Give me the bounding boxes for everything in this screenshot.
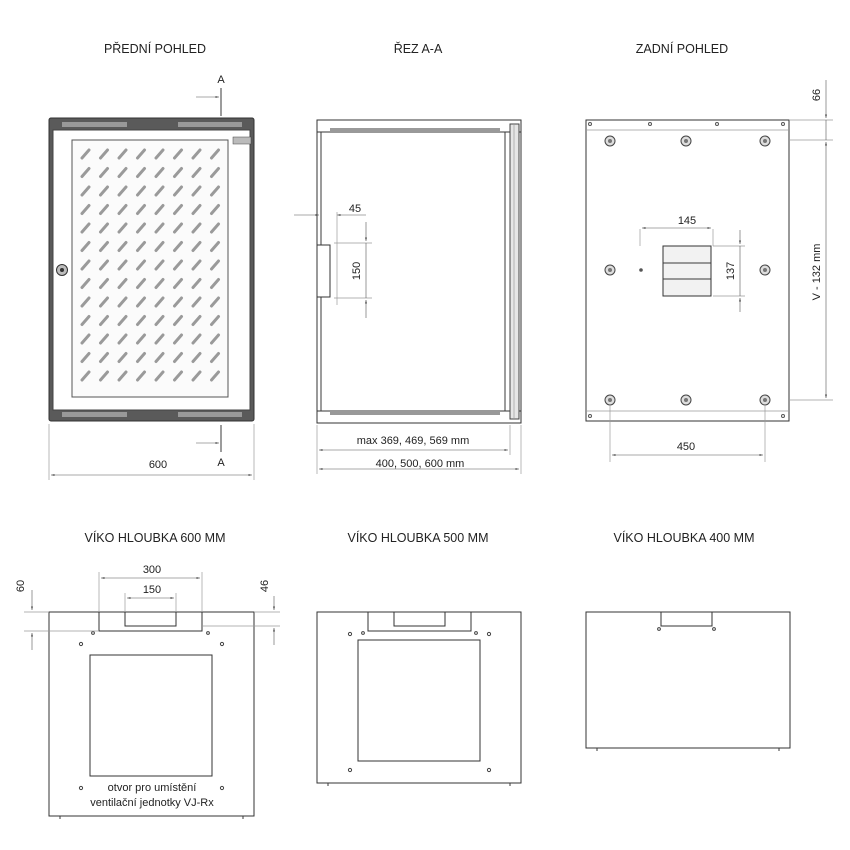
small-hole [782,123,785,126]
small-hole [589,415,592,418]
lid-600-vent-opening [90,655,212,776]
lid-600-title: VÍKO HLOUBKA 600 MM [84,531,226,545]
section-opening-bracket [317,245,330,297]
mounting-hole-center [608,139,612,143]
lid-600-outer-width: 300 [142,564,162,576]
brand-label [233,137,251,144]
lid-600-left-offset: 60 [15,579,27,593]
small-hole [782,415,785,418]
section-mark-bottom: A [217,457,225,469]
front-width-dimension: 600 [148,459,168,471]
rear-hole-spacing: 450 [676,441,696,453]
section-inner-depth: max 369, 469, 569 mm [356,435,470,447]
section-outer-depth: 400, 500, 600 mm [375,458,465,470]
front-view-title: PŘEDNÍ POHLED [103,42,207,56]
rear-top-offset: 66 [811,88,823,102]
front-glass [72,140,228,397]
lid-500-vent-opening [358,640,480,761]
section-outline [317,120,521,423]
lid-600-right-offset: 46 [259,579,271,593]
lid-500-view [317,612,521,786]
lid-600-view [15,564,280,819]
section-offset-dimension: 45 [348,203,362,215]
rear-view [586,80,833,462]
small-hole [716,123,719,126]
lid-600-note-line2: ventilační jednotky VJ-Rx [90,797,214,809]
rear-cable-cutout [663,246,711,296]
front-view [49,74,254,480]
mounting-hole-center [684,139,688,143]
lid-400-cable-entry [661,612,712,626]
rear-cutout-height: 137 [725,261,737,281]
lid-400-title: VÍKO HLOUBKA 400 MM [613,531,755,545]
section-view-title: ŘEZ A-A [393,42,443,56]
section-view [294,120,521,474]
rear-view-title: ZADNÍ POHLED [635,42,729,56]
bottom-vent-right [178,412,242,417]
lid-600-inner-width: 150 [142,584,162,596]
mounting-hole-center [684,398,688,402]
rear-height-dimension: V - 132 mm [811,243,823,301]
section-door-profile [510,124,519,419]
bottom-vent-left [62,412,127,417]
section-mark-top: A [217,74,225,86]
top-vent-right [178,122,242,127]
lid-400-view [586,612,790,751]
mounting-hole-center [763,139,767,143]
lid-500-title: VÍKO HLOUBKA 500 MM [347,531,489,545]
mounting-hole-center [763,268,767,272]
small-hole [589,123,592,126]
small-hole [649,123,652,126]
top-vent-left [62,122,127,127]
lid-600-note-line1: otvor pro umístění [107,782,197,794]
lid-400-panel [586,612,790,748]
rear-cutout-width: 145 [677,215,697,227]
mounting-hole-center [608,268,612,272]
mounting-hole-center [608,398,612,402]
section-opening-dimension: 150 [351,261,363,281]
mounting-hole-center [763,398,767,402]
